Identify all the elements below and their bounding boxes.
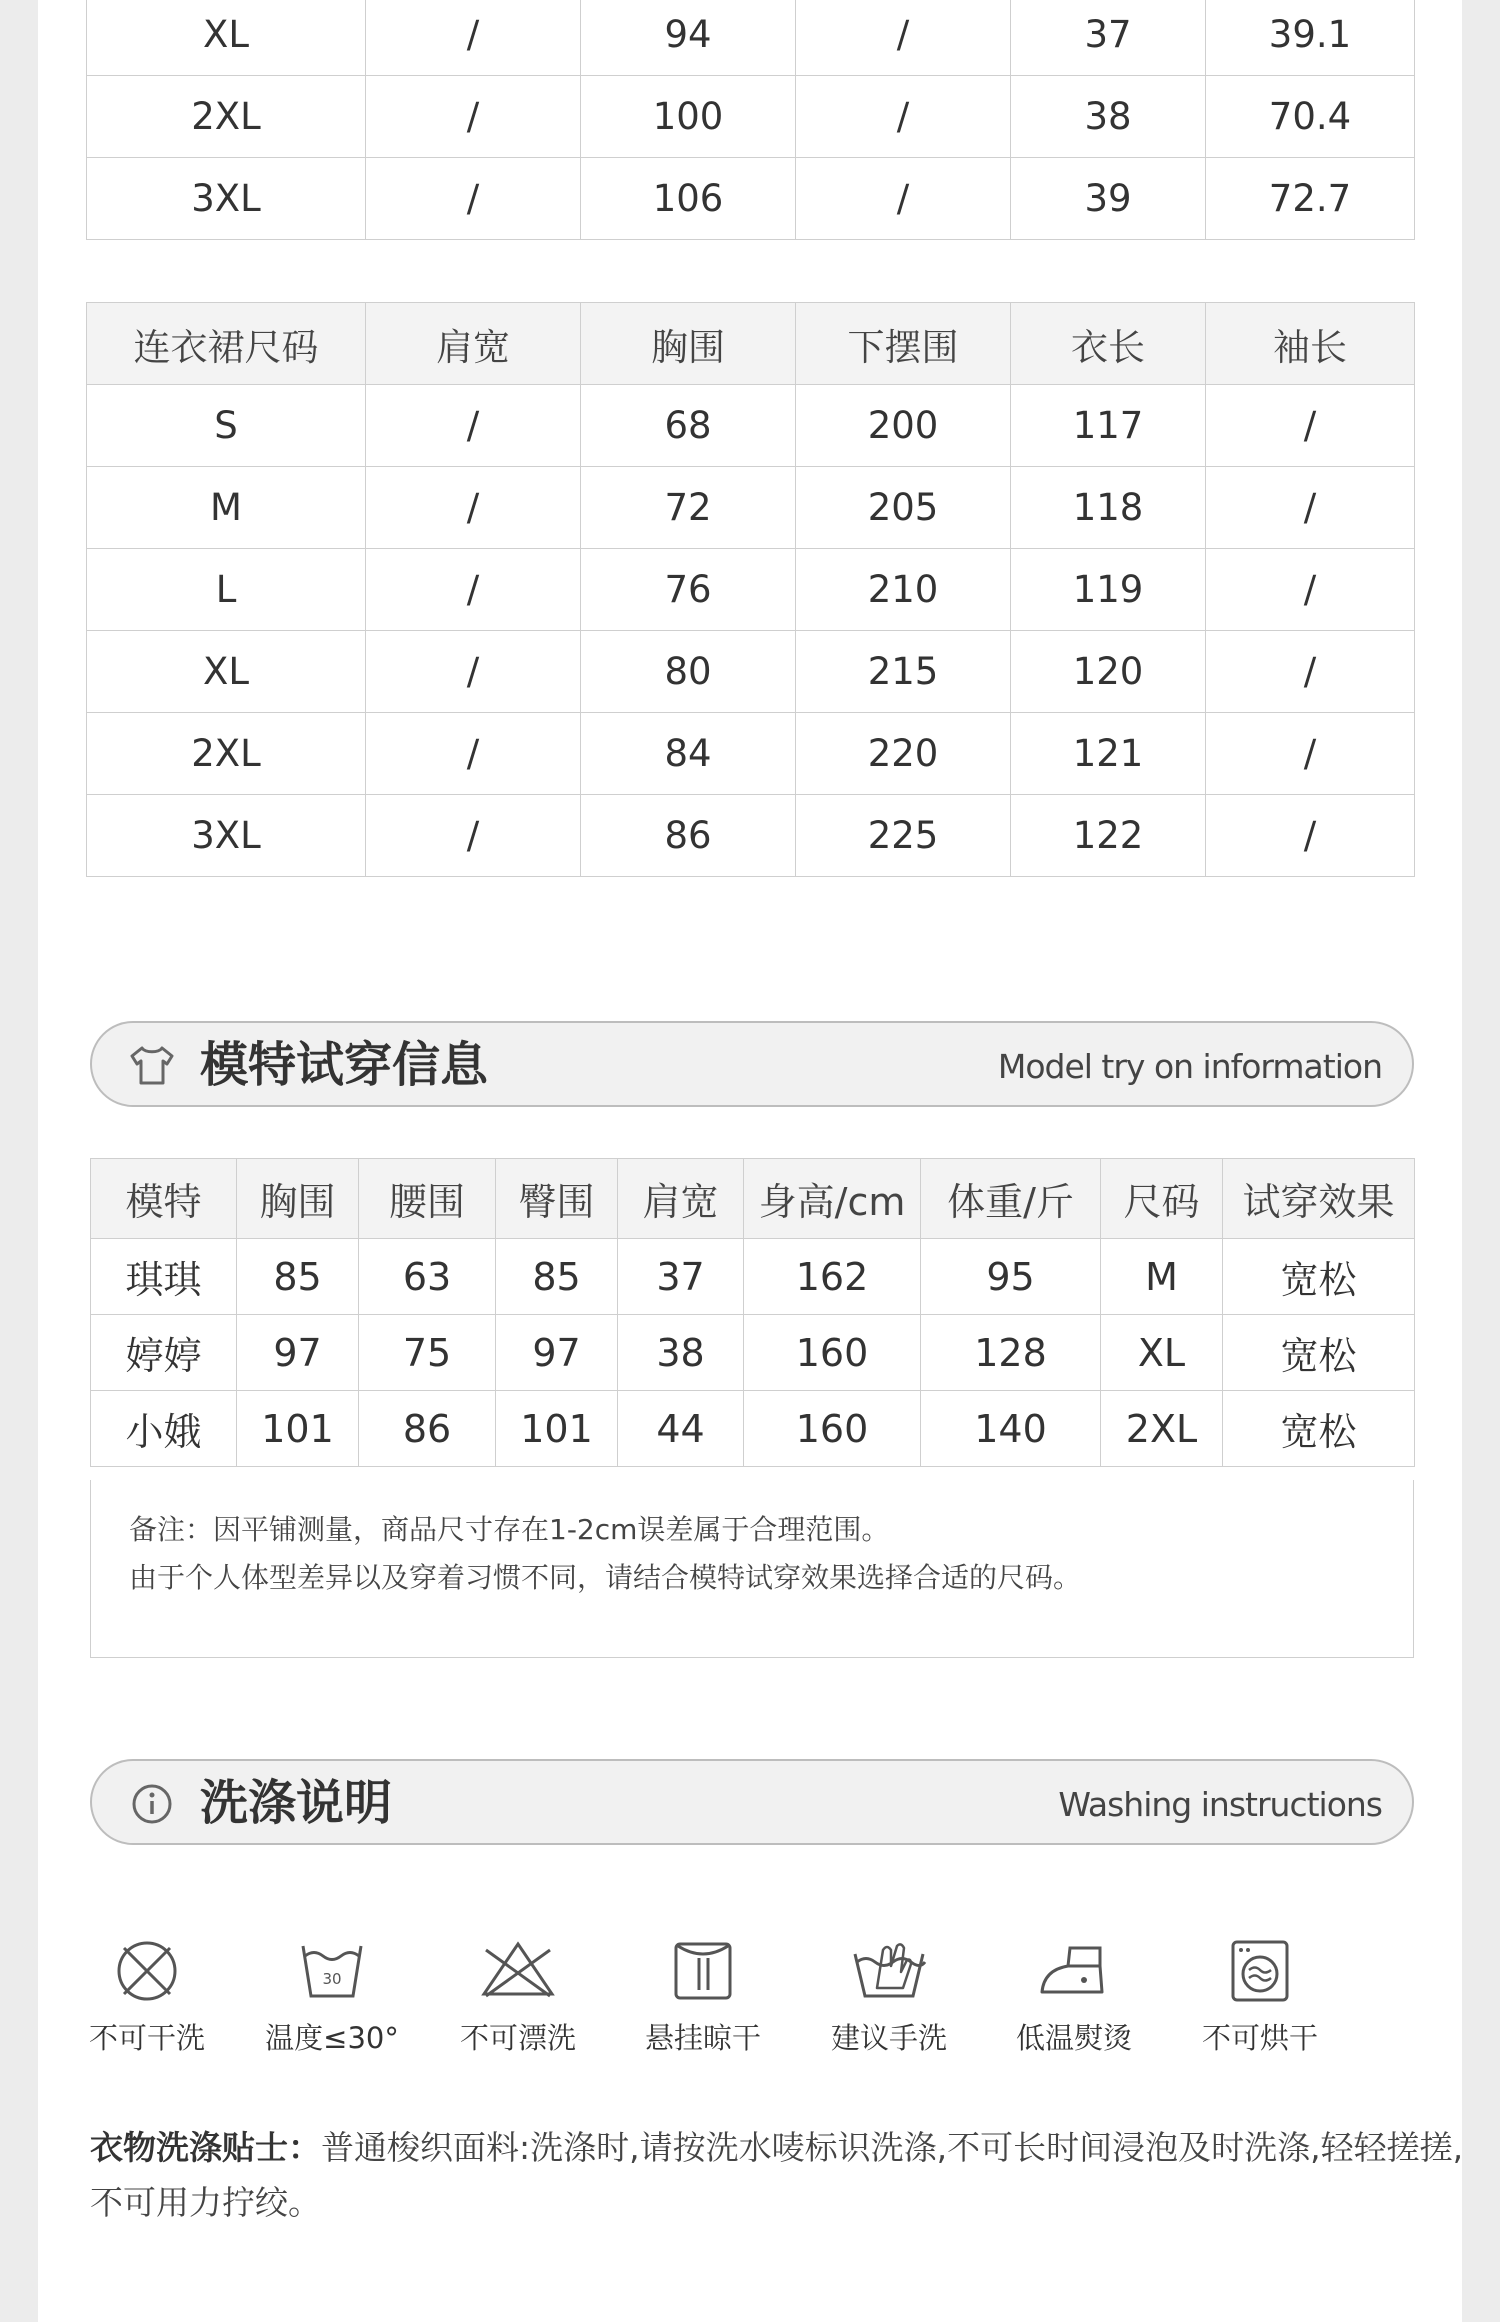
table-cell: 72.7 xyxy=(1206,158,1415,240)
table-cell: 宽松 xyxy=(1223,1239,1415,1315)
wash-label: 建议手洗 xyxy=(830,2021,947,2055)
table-cell: 85 xyxy=(237,1239,359,1315)
table-header-row xyxy=(87,303,1415,385)
wash-info-header xyxy=(90,1759,1414,1845)
table-cell: 宽松 xyxy=(1223,1315,1415,1391)
table-cell: 68 xyxy=(581,385,796,467)
table-cell: 37 xyxy=(618,1239,744,1315)
wash-label: 低温熨烫 xyxy=(1015,2021,1132,2055)
header-cell: 试穿效果 xyxy=(1223,1159,1415,1239)
header-cell: 袖长 xyxy=(1206,303,1415,385)
table-cell: / xyxy=(796,0,1011,76)
table-cell: / xyxy=(1206,713,1415,795)
table-cell: 94 xyxy=(581,0,796,76)
table-cell: / xyxy=(366,631,581,713)
table-cell: M xyxy=(87,467,366,549)
size-row xyxy=(87,713,1415,795)
table-cell: 38 xyxy=(618,1315,744,1391)
wash-30-icon xyxy=(297,1936,367,2006)
table-cell: 118 xyxy=(1011,467,1206,549)
table-cell: 85 xyxy=(496,1239,618,1315)
header-cell: 肩宽 xyxy=(366,303,581,385)
table-cell: 44 xyxy=(618,1391,744,1467)
table-cell: 117 xyxy=(1011,385,1206,467)
table-cell: 100 xyxy=(581,76,796,158)
table-cell: 38 xyxy=(1011,76,1206,158)
wash-info-title: 洗涤说明 xyxy=(200,1775,393,1831)
header-cell: 下摆围 xyxy=(796,303,1011,385)
table-cell: 119 xyxy=(1011,549,1206,631)
size-row xyxy=(87,76,1415,158)
dress-size-table xyxy=(86,302,1415,877)
size-row xyxy=(87,158,1415,240)
table-cell: / xyxy=(366,76,581,158)
wash-item-30 xyxy=(257,1936,407,2057)
model-row xyxy=(91,1391,1415,1467)
table-cell: 128 xyxy=(921,1315,1101,1391)
wash-tips-text: 普通梭织面料:洗涤时,请按洗水唛标识洗涤,不可长时间浸泡及时洗涤,轻轻搓搓,不可用力拧绞。 xyxy=(90,2128,1464,2222)
table-cell: 97 xyxy=(237,1315,359,1391)
table-cell: 84 xyxy=(581,713,796,795)
table-cell: 160 xyxy=(744,1315,921,1391)
table-cell: 86 xyxy=(581,795,796,877)
wash-label: 不可干洗 xyxy=(88,2021,205,2055)
top-size-table xyxy=(86,0,1415,240)
table-cell: 205 xyxy=(796,467,1011,549)
table-cell: S xyxy=(87,385,366,467)
wash-item-no-bleach xyxy=(443,1936,593,2057)
table-cell: 140 xyxy=(921,1391,1101,1467)
wash-info-subtitle: Washing instructions xyxy=(1058,1785,1382,1824)
low-iron-icon xyxy=(1034,1936,1114,2006)
table-cell: XL xyxy=(87,0,366,76)
table-cell: M xyxy=(1101,1239,1223,1315)
table-cell: 215 xyxy=(796,631,1011,713)
model-info-header xyxy=(90,1021,1414,1107)
header-cell: 胸围 xyxy=(237,1159,359,1239)
table-cell: / xyxy=(1206,385,1415,467)
size-row xyxy=(87,631,1415,713)
wash-tips-label: 衣物洗涤贴士： xyxy=(90,2128,321,2167)
note-line-2: 由于个人体型差异以及穿着习惯不同，请结合模特试穿效果选择合适的尺码。 xyxy=(129,1561,1082,1594)
table-cell: 106 xyxy=(581,158,796,240)
table-cell: 小娥 xyxy=(91,1391,237,1467)
table-cell: 95 xyxy=(921,1239,1101,1315)
table-cell: 162 xyxy=(744,1239,921,1315)
header-cell: 模特 xyxy=(91,1159,237,1239)
wash-item-low-iron xyxy=(999,1936,1149,2057)
table-cell: 39.1 xyxy=(1206,0,1415,76)
table-cell: / xyxy=(1206,549,1415,631)
table-cell: / xyxy=(796,158,1011,240)
table-cell: / xyxy=(366,795,581,877)
table-cell: L xyxy=(87,549,366,631)
table-cell: 225 xyxy=(796,795,1011,877)
model-table xyxy=(90,1158,1415,1467)
table-cell: / xyxy=(366,467,581,549)
table-cell: / xyxy=(1206,467,1415,549)
header-cell: 连衣裙尺码 xyxy=(87,303,366,385)
model-info-title: 模特试穿信息 xyxy=(200,1037,489,1093)
size-row xyxy=(87,0,1415,76)
table-cell: 80 xyxy=(581,631,796,713)
table-cell: 121 xyxy=(1011,713,1206,795)
size-row xyxy=(87,795,1415,877)
table-cell: 122 xyxy=(1011,795,1206,877)
table-cell: XL xyxy=(1101,1315,1223,1391)
table-cell: / xyxy=(366,549,581,631)
wash-label: 温度≤30° xyxy=(265,2021,399,2055)
table-cell: 70.4 xyxy=(1206,76,1415,158)
header-cell: 身高/cm xyxy=(744,1159,921,1239)
table-cell: 琪琪 xyxy=(91,1239,237,1315)
table-cell: / xyxy=(366,158,581,240)
note-box xyxy=(90,1480,1414,1658)
table-cell: 200 xyxy=(796,385,1011,467)
hand-wash-icon xyxy=(849,1936,929,2006)
table-cell: 37 xyxy=(1011,0,1206,76)
wash-tips xyxy=(90,2120,1470,2230)
header-cell: 衣长 xyxy=(1011,303,1206,385)
wash-item-no-dry-clean xyxy=(72,1936,222,2057)
table-cell: / xyxy=(1206,795,1415,877)
wash-item-hand-wash xyxy=(814,1936,964,2057)
header-cell: 体重/斤 xyxy=(921,1159,1101,1239)
wash-label: 悬挂晾干 xyxy=(644,2021,761,2055)
table-cell: 75 xyxy=(359,1315,496,1391)
table-cell: 3XL xyxy=(87,795,366,877)
size-row xyxy=(87,467,1415,549)
table-cell: 72 xyxy=(581,467,796,549)
page xyxy=(38,0,1462,2322)
table-cell: 160 xyxy=(744,1391,921,1467)
wash-item-hang-dry xyxy=(628,1936,778,2057)
table-cell: 210 xyxy=(796,549,1011,631)
header-cell: 胸围 xyxy=(581,303,796,385)
note-line-1: 备注：因平铺测量，商品尺寸存在1-2cm误差属于合理范围。 xyxy=(129,1513,890,1546)
table-cell: 婷婷 xyxy=(91,1315,237,1391)
table-cell: / xyxy=(366,0,581,76)
size-row xyxy=(87,385,1415,467)
table-cell: / xyxy=(366,385,581,467)
info-circle-icon xyxy=(128,1781,176,1827)
table-cell: 76 xyxy=(581,549,796,631)
table-cell: 101 xyxy=(237,1391,359,1467)
tshirt-icon xyxy=(128,1043,176,1089)
table-header-row xyxy=(91,1159,1415,1239)
hang-dry-icon xyxy=(668,1936,738,2006)
wash-label: 不可烘干 xyxy=(1201,2021,1318,2055)
table-cell: 97 xyxy=(496,1315,618,1391)
table-cell: 3XL xyxy=(87,158,366,240)
table-cell: 2XL xyxy=(1101,1391,1223,1467)
table-cell: XL xyxy=(87,631,366,713)
table-cell: 120 xyxy=(1011,631,1206,713)
header-cell: 臀围 xyxy=(496,1159,618,1239)
model-info-subtitle: Model try on information xyxy=(997,1047,1382,1086)
table-cell: 39 xyxy=(1011,158,1206,240)
table-cell: / xyxy=(1206,631,1415,713)
header-cell: 尺码 xyxy=(1101,1159,1223,1239)
table-cell: 宽松 xyxy=(1223,1391,1415,1467)
header-cell: 腰围 xyxy=(359,1159,496,1239)
wash-item-no-tumble-dry xyxy=(1185,1936,1335,2057)
header-cell: 肩宽 xyxy=(618,1159,744,1239)
model-row xyxy=(91,1315,1415,1391)
table-cell: / xyxy=(796,76,1011,158)
size-row xyxy=(87,549,1415,631)
no-tumble-dry-icon xyxy=(1225,1936,1295,2006)
no-bleach-icon xyxy=(478,1936,558,2006)
table-cell: 101 xyxy=(496,1391,618,1467)
table-cell: 2XL xyxy=(87,76,366,158)
wash-label: 不可漂洗 xyxy=(459,2021,576,2055)
table-cell: / xyxy=(366,713,581,795)
table-cell: 86 xyxy=(359,1391,496,1467)
no-dry-clean-icon xyxy=(112,1936,182,2006)
table-cell: 2XL xyxy=(87,713,366,795)
model-row xyxy=(91,1239,1415,1315)
wash-temp-badge: 30 xyxy=(322,1970,342,1988)
table-cell: 220 xyxy=(796,713,1011,795)
table-cell: 63 xyxy=(359,1239,496,1315)
